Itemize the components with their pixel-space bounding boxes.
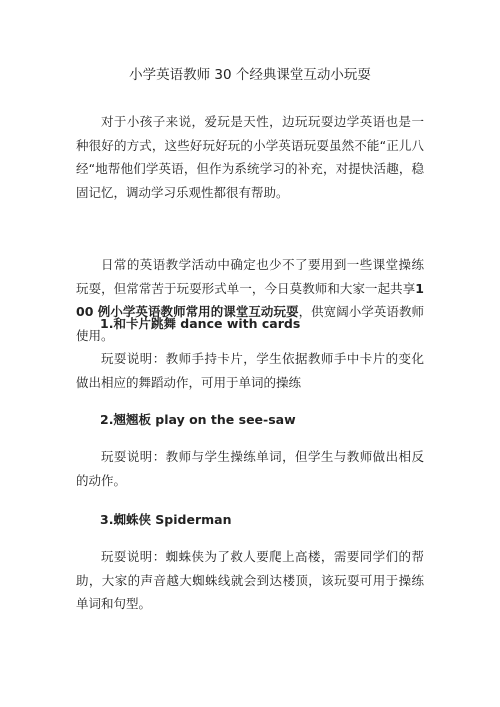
game-heading-2: 2.翘翘板 play on the see-saw <box>100 412 296 427</box>
intro-paragraph-2-bold: 100 例小学英语教师常用的课堂互动玩耍 <box>76 280 424 319</box>
intro-paragraph-2-text-b: ，供宽阔小学英语教师使用。 <box>76 304 424 343</box>
game-description-1: 玩耍说明：教师手持卡片，学生依据教师手中卡片的变化做出相应的舞蹈动作，可用于单词的操练 <box>76 351 424 390</box>
game-heading-3: 3.蜘蛛侠 Spiderman <box>100 512 232 527</box>
game-description-3: 玩耍说明：蜘蛛侠为了救人要爬上高楼，需要同学们的帮助，大家的声音越大蜘蛛线就会到达楼顶，该玩耍可用于操练单词和句型。 <box>76 549 424 611</box>
intro-paragraph-1-text: 对于小孩子来说，爱玩是天性，边玩玩耍边学英语也是一种很好的方式，这些好玩好玩的小学英语玩耍虽然不能“正儿八经“地帮他们学英语，但作为系统学习的补充，对提快活趣，稳固记忆，调动学习乐观性都很有帮助。 <box>76 114 424 200</box>
intro-paragraph-1 <box>76 110 424 204</box>
document-title: 小学英语教师 30 个经典课堂互动小玩耍 <box>129 67 371 83</box>
intro-paragraph-2-text-a: 日常的英语教学活动中确定也少不了要用到一些课堂操练玩耍，但常常苦于玩耍形式单一，今日莫教师和大家一起共享 <box>76 257 424 296</box>
game-description-2: 玩耍说明：教师与学生操练单词，但学生与教师做出相反的动作。 <box>76 449 424 488</box>
game-heading-1: 1.和卡片跳舞 dance with cards <box>100 316 301 331</box>
